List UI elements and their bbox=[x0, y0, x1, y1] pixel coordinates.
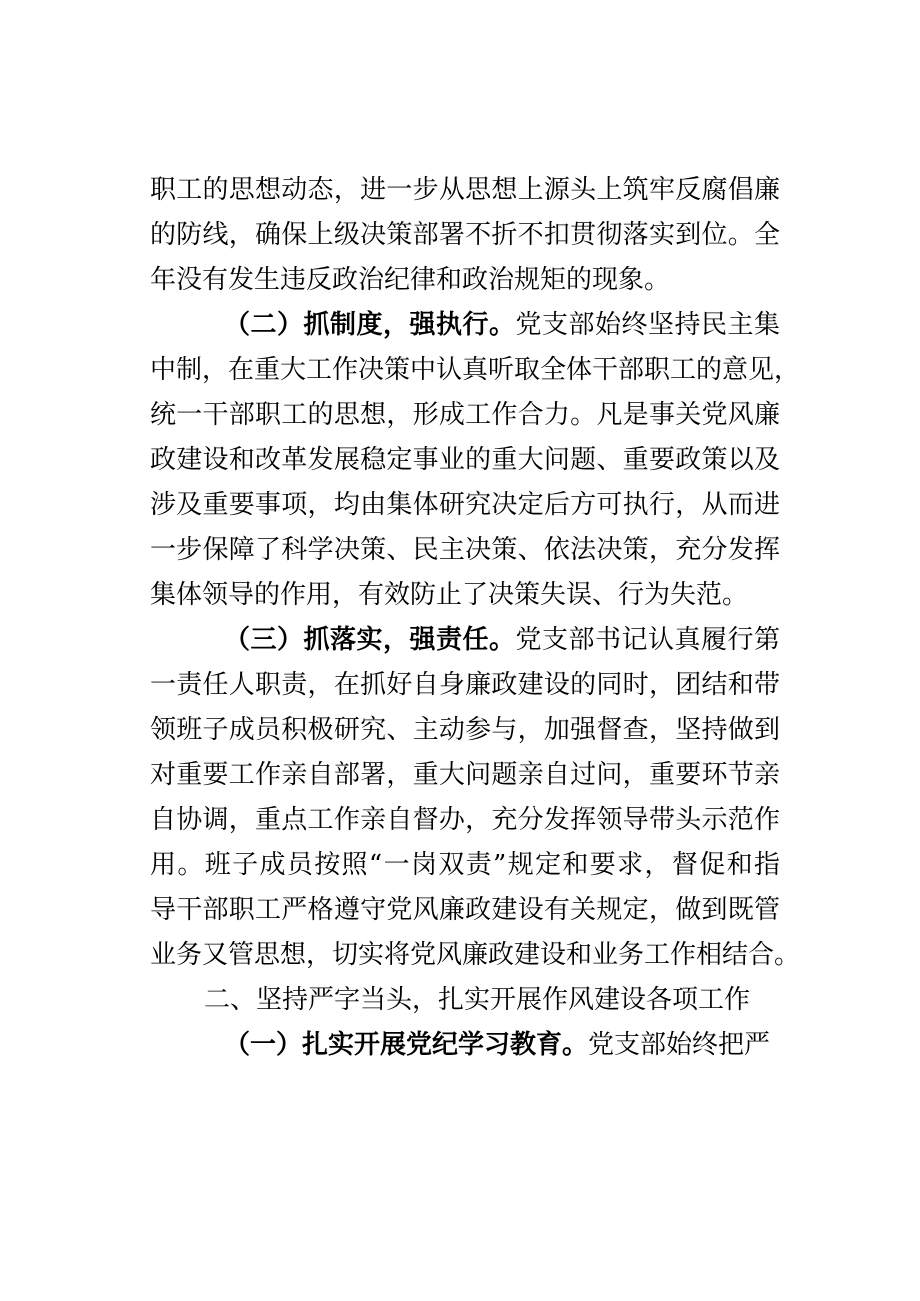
paragraph-continuation bbox=[150, 168, 780, 303]
text-line: 一责任人职责，在抓好自身廉政建设的同时，团结和带 bbox=[150, 670, 780, 700]
text-line: 领班子成员积极研究、主动参与，加强督查，坚持做到 bbox=[150, 715, 780, 745]
paragraph-lead-heading: （二）抓制度，强执行。 bbox=[224, 310, 516, 340]
paragraph-first-line-text: 党支部书记认真履行第 bbox=[515, 625, 780, 655]
paragraph-first-line-text: 党支部始终把严 bbox=[588, 1030, 771, 1060]
text-line: 统一干部职工的思想，形成工作合力。凡是事关党风廉 bbox=[150, 400, 780, 430]
text-line: 中制，在重大工作决策中认真听取全体干部职工的意见， bbox=[150, 355, 801, 385]
text-line: 集体领导的作用，有效防止了决策失误、行为失范。 bbox=[150, 580, 749, 610]
paragraph-system-execution bbox=[150, 303, 801, 618]
paragraph-first-line bbox=[150, 303, 780, 348]
paragraph-first-line bbox=[150, 1023, 780, 1068]
paragraph-lead-heading: （三）抓落实，强责任。 bbox=[224, 625, 516, 655]
paragraph-lead-heading: （一）扎实开展党纪学习教育。 bbox=[224, 1030, 589, 1060]
text-line: 用。班子成员按照“一岗双责”规定和要求，督促和指 bbox=[150, 850, 780, 880]
text-line: 导干部职工严格遵守党风廉政建设有关规定，做到既管 bbox=[150, 895, 780, 925]
paragraph-first-line-text: 党支部始终坚持民主集 bbox=[515, 310, 780, 340]
text-line: 职工的思想动态，进一步从思想上源头上筑牢反腐倡廉 bbox=[150, 175, 780, 205]
text-line: 政建设和改革发展稳定事业的重大问题、重要政策以及 bbox=[150, 445, 780, 475]
text-line: 年没有发生违反政治纪律和政治规矩的现象。 bbox=[150, 265, 671, 295]
paragraph-implementation-responsibility bbox=[150, 618, 801, 978]
paragraph-discipline-education bbox=[150, 1023, 780, 1068]
text-line: 一步保障了科学决策、民主决策、依法决策，充分发挥 bbox=[150, 535, 780, 565]
paragraph-first-line bbox=[150, 618, 780, 663]
text-line: 对重要工作亲自部署，重大问题亲自过问，重要环节亲 bbox=[150, 760, 780, 790]
text-line: 涉及重要事项，均由集体研究决定后方可执行，从而进 bbox=[150, 490, 780, 520]
section-heading: 二、坚持严字当头，扎实开展作风建设各项工作 bbox=[204, 985, 751, 1015]
document-body bbox=[150, 168, 801, 1068]
text-line: 的防线，确保上级决策部署不折不扣贯彻落实到位。全 bbox=[150, 220, 780, 250]
text-line: 自协调，重点工作亲自督办，充分发挥领导带头示范作 bbox=[150, 805, 780, 835]
text-line: 业务又管思想，切实将党风廉政建设和业务工作相结合。 bbox=[150, 940, 801, 970]
